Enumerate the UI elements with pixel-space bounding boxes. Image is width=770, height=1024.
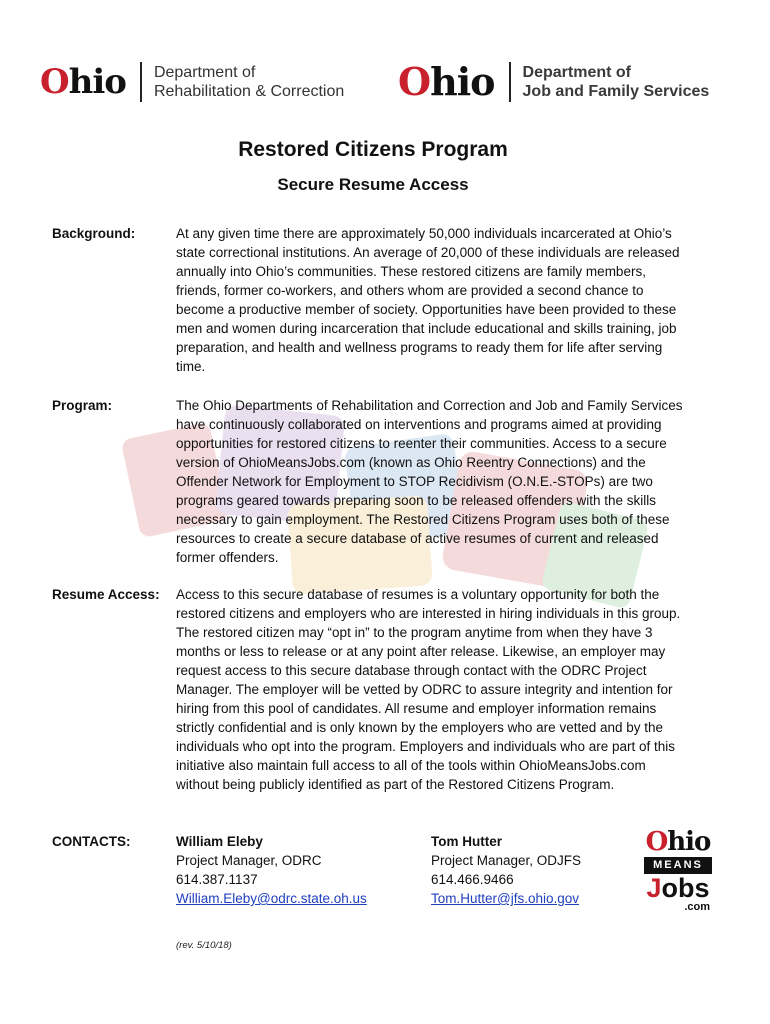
background-text: At any given time there are approximately 50,000 individuals incarcerated at Ohio’s state correctional institutions. An average of 20,000 of these individuals are released annually into Ohio’s communities. These restored citizens are family members, friends, former co-workers, and others whom are provided a second chance to become a productive member of society. Opportunities have been provided to these men and women during incarceration that include educational and skills training, job preparation, and health and wellness programs to ready them for life after serving time. — [176, 226, 680, 374]
contact-name: Tom Hutter — [431, 834, 502, 849]
odrc-dept-line2: Rehabilitation & Correction — [153, 83, 345, 100]
program-text: The Ohio Departments of Rehabilitation and Correction and Job and Family Services have continuously collaborated on interventions and programs aimed at providing opportunities for restored citizens to reenter their communities. Access to a secure version of OhioMeansJobs.com (known as Ohio Reentry Connections) and the Offender Network for Employment to STOP Recidivism (O.N.E.-STOPs) are two programs geared towards preparing soon to be released offenders with the skills necessary to gain employment. The Restored Citizens Program uses both of these resources to create a secure database of active resumes of current and released former offenders. — [176, 398, 683, 565]
background-label: Background: — [52, 226, 136, 241]
odjfs-dept-line2: Job and Family Services — [522, 83, 710, 100]
contact-email-link[interactable]: Tom.Hutter@jfs.ohio.gov — [431, 891, 580, 906]
contact-email-link[interactable]: William.Eleby@odrc.state.oh.us — [176, 891, 367, 906]
contact-role: Project Manager, ODRC — [176, 853, 322, 868]
contact-name: William Eleby — [176, 834, 263, 849]
odrc-logo — [40, 62, 344, 102]
logo-divider — [140, 62, 142, 102]
contacts-label: CONTACTS: — [52, 834, 131, 849]
resume-access-label: Resume Access: — [52, 587, 160, 602]
page-title: Restored Citizens Program — [238, 138, 508, 161]
odjfs-dept-name — [523, 63, 710, 101]
contact-phone: 614.466.9466 — [431, 872, 514, 887]
odjfs-logo — [398, 59, 710, 104]
resume-access-text: Access to this secure database of resumes is a voluntary opportunity for both the restored citizens and employers who are interested in hiring individuals in this group. The restored citizen may “opt in” to the program anytime from when they have 3 months or less to release or at any point after release. Likewise, an employer may request access to this secure database through contact with the ODRC Project Manager. The employer will be vetted by ODRC to assure integrity and intention for hiring from this pool of candidates. All resume and employer information remains strictly confidential and is only known by the employers who are vetted and by the individuals who opt into the program. Employers and individuals who are part of this initiative also maintain full access to all of the tools within OhioMeansJobs.com without being publicly identified as part of the Restored Citizens Program. — [176, 587, 681, 792]
odjfs-ohio-wordmark: Ohio — [398, 59, 495, 104]
omj-com-text: .com — [684, 901, 710, 913]
revision-note: (rev. 5/10/18) — [176, 940, 232, 951]
contact-role: Project Manager, ODJFS — [431, 853, 582, 868]
odrc-ohio-wordmark: Ohio — [40, 62, 126, 102]
contact-phone: 614.387.1137 — [176, 872, 258, 887]
program-label: Program: — [52, 398, 113, 413]
odrc-dept-line1: Department of — [153, 64, 256, 81]
contact-card — [431, 832, 581, 908]
contact-card — [176, 832, 367, 908]
logo-divider — [509, 62, 511, 102]
ohio-means-jobs-logo — [640, 828, 716, 913]
odrc-dept-name — [154, 63, 344, 101]
omj-ohio-word: Ohio — [645, 827, 711, 857]
page-subtitle: Secure Resume Access — [277, 175, 469, 194]
omj-jobs-word: Jobs — [646, 873, 710, 903]
omj-means-bar: MEANS — [644, 857, 712, 874]
odjfs-dept-line1: Department of — [522, 64, 631, 81]
